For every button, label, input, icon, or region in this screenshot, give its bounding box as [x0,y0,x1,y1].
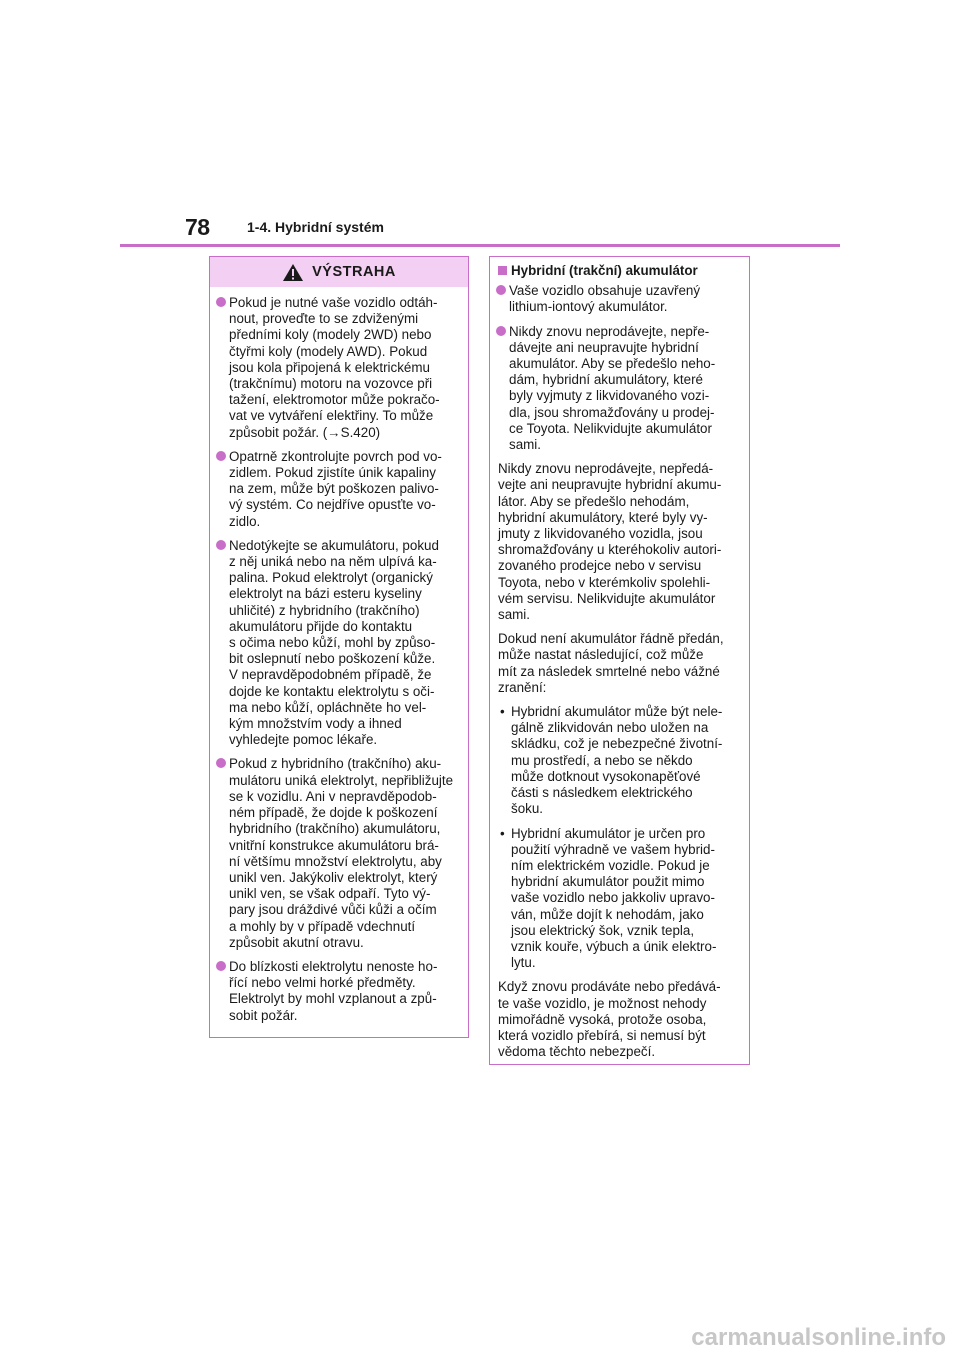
warning-triangle-icon [282,263,304,282]
bullet-dot-icon [216,961,226,971]
battery-heading-text: Hybridní (trakční) akumulátor [511,263,698,278]
warning-item-text: Nedotýkejte se akumulátoru, pokud z něj uniká nebo na něm ulpívá ka- palina. Pokud elektrolyt (organický elektrolyt na bázi esteru kyseliny uhličité) z hybridního (trakčního) akumulátoru přijde do kontaktu s očima nebo kůží, mohl by způso- bit oslepnutí nebo poškození kůže. V nepravděpodobném případě, že dojde ke kontaktu elektrolytu s oči- ma nebo kůží, opláchněte ho vel- kým množstvím vody a ihned vyhledejte pomoc lékaře. [229,537,439,748]
warning-item-text: Opatrně zkontrolujte povrch pod vo- zidlem. Pokud zjistíte únik kapaliny na zem, může být poškozen palivo- vý systém. Co nejdříve opusťte vo- zidlo. [229,448,442,529]
warning-header [210,257,468,287]
warning-item [218,295,462,441]
battery-item-text: Vaše vozidlo obsahuje uzavřený lithium-iontový akumulátor. [509,283,701,315]
bullet-mark: • [500,825,505,841]
bullet-dot-icon [216,540,226,550]
warning-item [218,756,462,950]
warning-item-text: Pokud je nutné vaše vozidlo odtáh- nout, proveďte to se zdviženými předními koly (modely 2WD) nebo čtyřmi koly (modely AWD). Pokud jsou kola připojená k elektrickému (trakčnímu) motoru na vozovce při tažení, elektromotor může pokračo- vat ve vytváření elektřiny. To může způsobit požár. (→S.420) [229,295,440,440]
bullet-dot-icon [496,285,506,295]
header-rule [120,244,840,247]
warning-item [218,538,462,749]
bullet-dot-icon [216,758,226,768]
warning-content [210,287,468,1024]
battery-bullet [498,704,743,817]
warning-item-text: Pokud z hybridního (trakčního) aku- mulátoru uniká elektrolyt, nepřibližujte se k vozidlu. Ani v nepravděpodob- ném případě, že dojde k poškození hybridního (trakčního) akumulátoru, vnitřní konstrukce akumulátoru brá- ní většímu množství elektrolytu, aby unikl ven. Jakýkoliv elektrolyt, který unikl ven, se však odpaří. Tyto vý- pary jsou dráždivé vůči kůži a očím a mohly by v případě vdechnutí způsobit akutní otravu. [229,756,454,950]
battery-bullet [498,826,743,972]
battery-item [498,283,743,315]
battery-heading [498,263,743,279]
section-title: 1-4. Hybridní systém [247,219,384,235]
warning-box [209,256,469,1038]
warning-item-text: Do blízkosti elektrolytu nenoste ho- řící nebo velmi horké předměty. Elektrolyt by mohl vzplanout a způ- sobit požár. [229,958,438,1023]
page-number: 78 [185,214,210,240]
bullet-dot-icon [216,297,226,307]
square-bullet-icon [498,266,507,275]
watermark: carmanualsonline.info [691,1324,946,1351]
battery-content [490,257,749,1060]
bullet-dot-icon [496,326,506,336]
battery-paragraph: Nikdy znovu neprodávejte, nepředá- vejte ani neupravujte hybridní akumu- látor. Aby se předešlo nehodám, hybridní akumulátory, které byly vy- jmuty z likvidovaného vozidla, jsou shromažďovány u kteréhokoliv autori- zovaného prodejce nebo v servisu Toyota, nebo v kterémkoliv spolehli- vém servisu. Nelikvidujte akumulátor sami. [498,461,722,623]
battery-bullet-text: Hybridní akumulátor je určen pro použití výhradně ve vašem hybrid- ním elektrickém vozidle. Pokud je hybridní akumulátor použit mimo vaše vozidlo nebo jakkoliv upravo- ván, může dojít k nehodám, jako jsou elektrický šok, vznik tepla, vznik kouře, výbuch a únik elektro- lytu. [511,825,717,971]
battery-item [498,324,743,454]
warning-item [218,449,462,530]
bullet-dot-icon [216,451,226,461]
battery-bullet-text: Hybridní akumulátor může být nele- gálně zlikvidován nebo uložen na skládku, což je nebezpečné životní- mu prostředí, a nebo se někdo může dotknout vysokonapěťové části s následkem elektrického šoku. [511,704,723,817]
battery-paragraph: Dokud není akumulátor řádně předán, může nastat následující, což může mít za následek smrtelné nebo vážné zranění: [498,631,724,695]
battery-info-box [489,256,750,1065]
battery-item-text: Nikdy znovu neprodávejte, nepře- dávejte ani neupravujte hybridní akumulátor. Aby se předešlo neho- dám, hybridní akumulátory, které byly vyjmuty z likvidovaného vozi- dla, jsou shromažďovány u prodej- ce Toyota. Nelikvidujte akumulátor sami. [509,323,716,453]
bullet-mark: • [500,704,505,720]
warning-title: VÝSTRAHA [312,264,396,280]
warning-item [218,959,462,1024]
battery-paragraph: Když znovu prodáváte nebo předává- te vaše vozidlo, je možnost nehody mimořádně vysoká, protože osoba, která vozidlo přebírá, si nemusí být vědoma těchto nebezpečí. [498,979,721,1060]
